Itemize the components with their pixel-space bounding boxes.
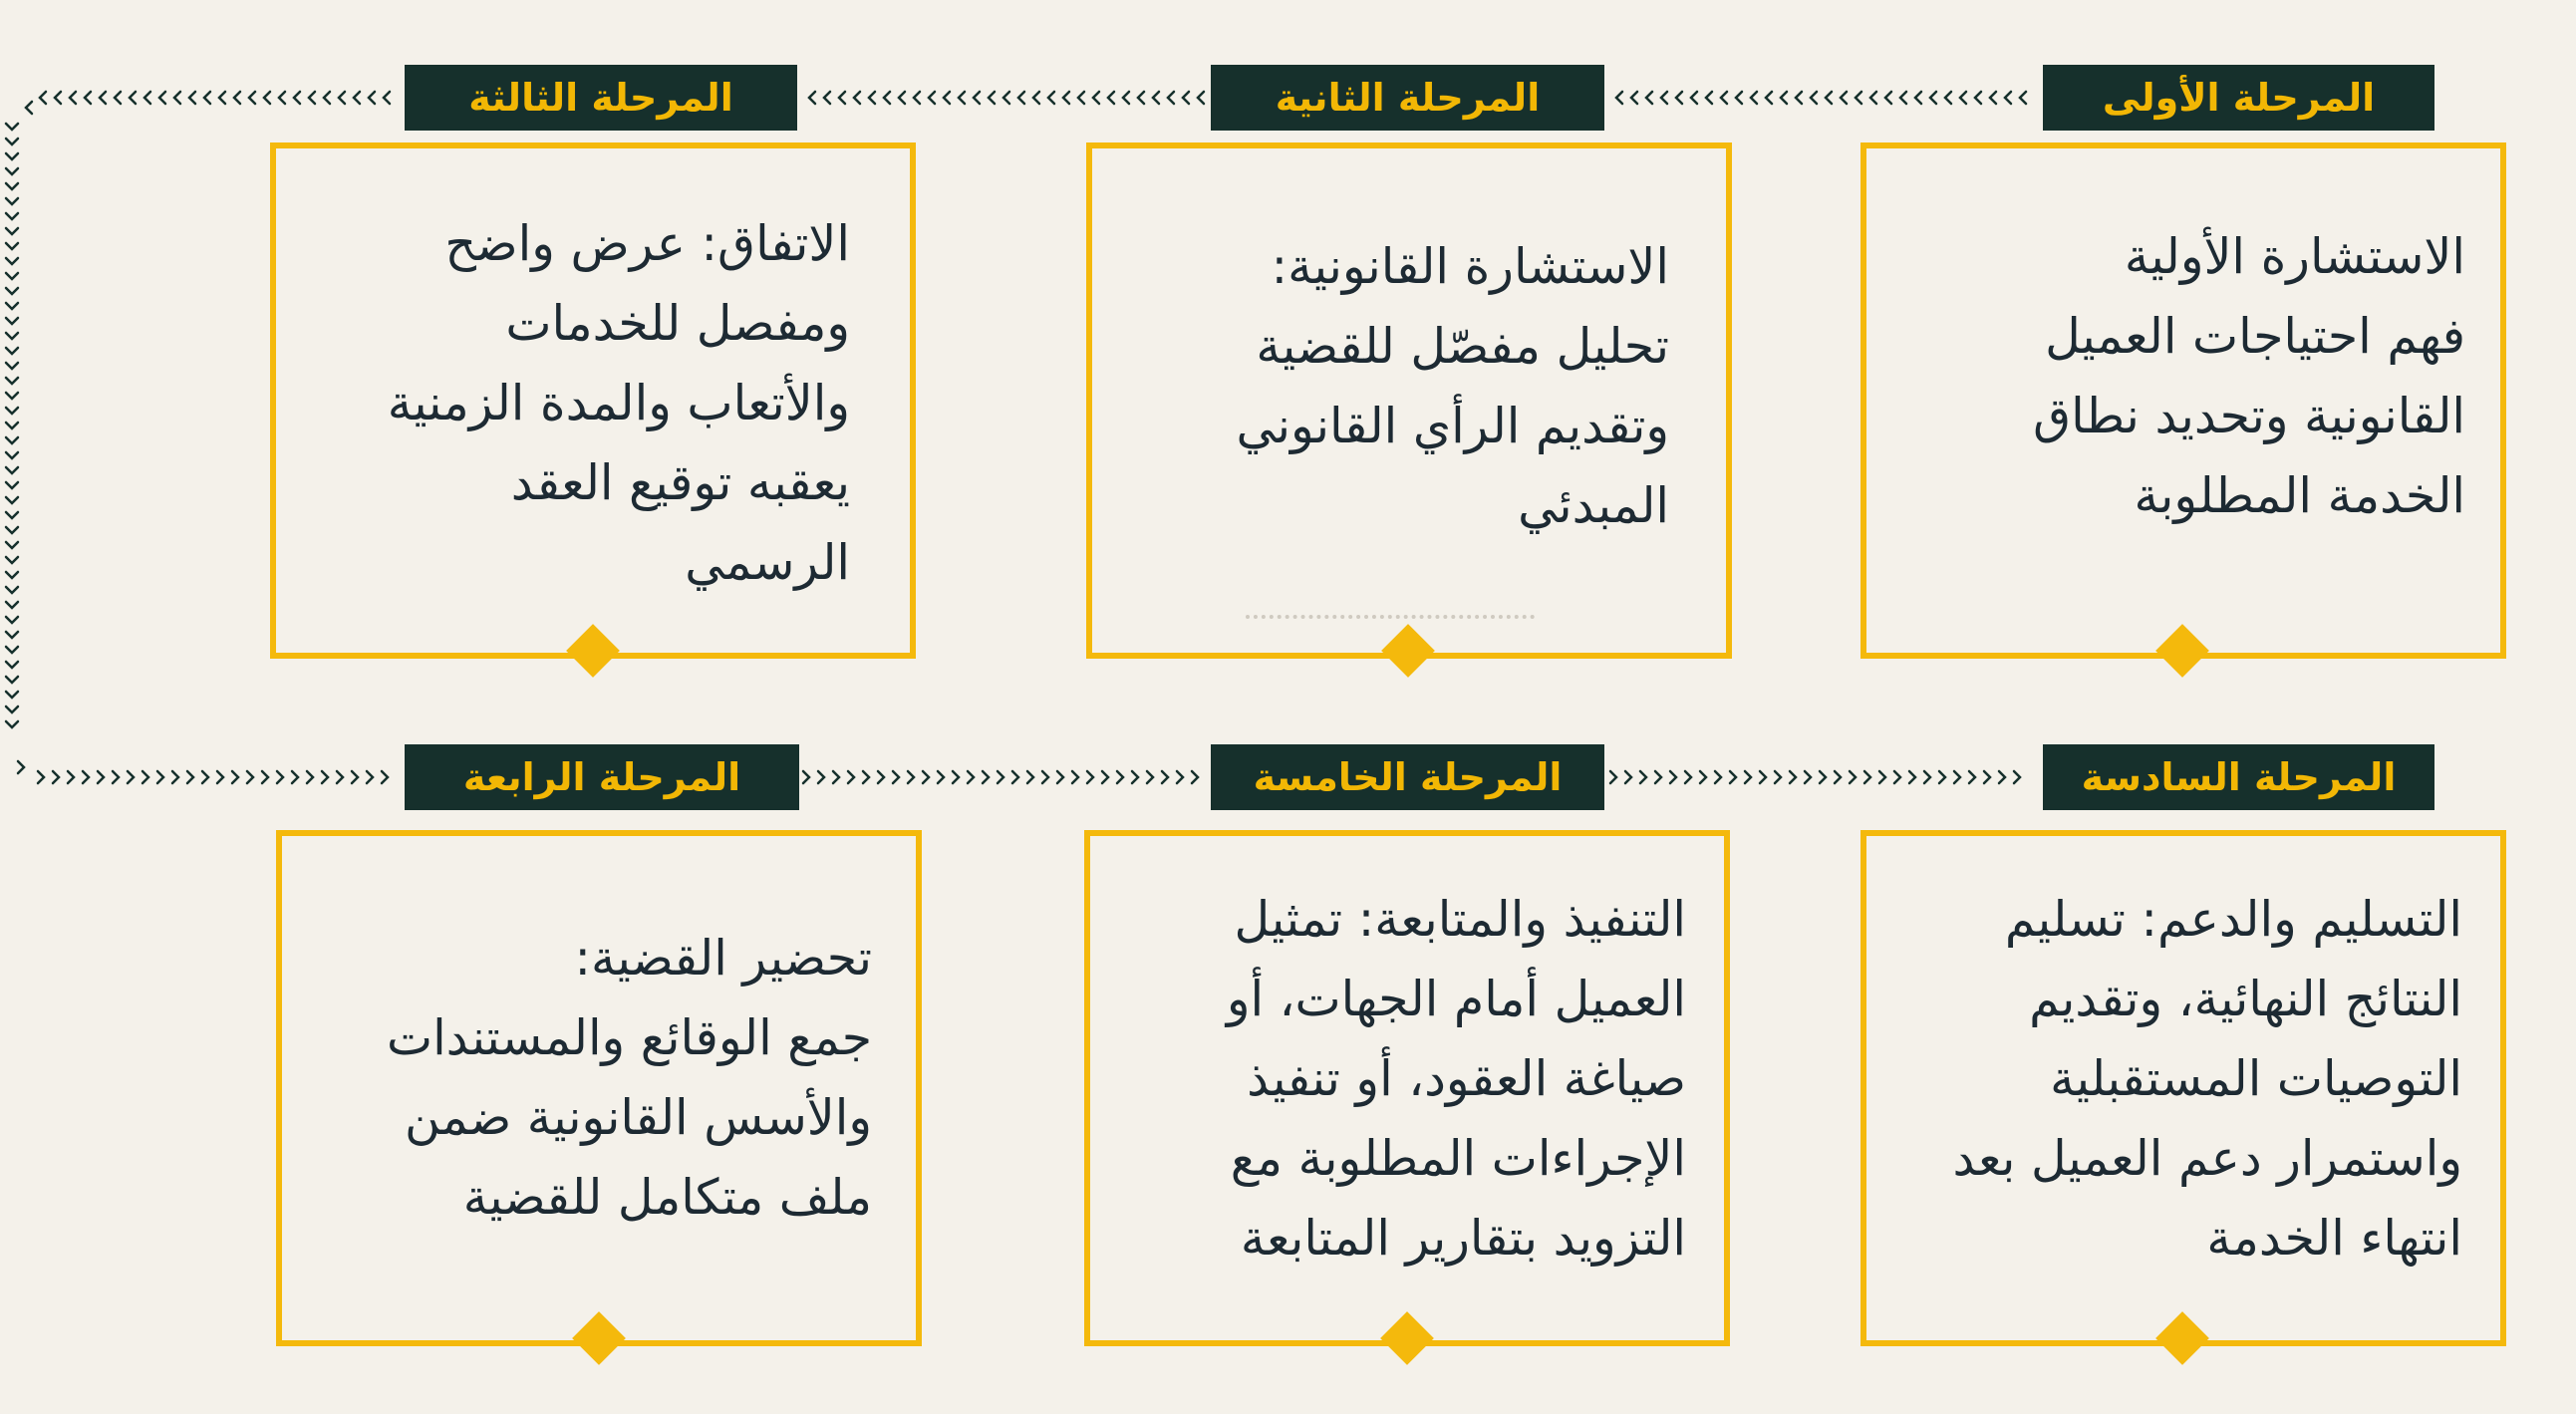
connector-chevron — [6, 183, 18, 189]
connector-chevron — [1945, 92, 1951, 104]
connector-chevron — [1042, 771, 1048, 783]
connector-chevron — [1790, 771, 1796, 783]
connector-chevron — [1930, 92, 1936, 104]
stage-4-text: تحضير القضية: جمع الوقائع والمستندات والأسس القانونية ضمن ملف متكامل للقضية — [386, 930, 872, 1226]
connector-chevron — [1018, 92, 1024, 104]
connector-chevron — [307, 771, 313, 783]
connector-chevron — [1894, 771, 1900, 783]
connector-chevron — [1939, 771, 1945, 783]
connector-chevron — [1057, 771, 1063, 783]
connector-chevron — [128, 771, 134, 783]
connector-chevron — [6, 721, 18, 727]
connector-chevron — [337, 771, 343, 783]
stage-1-text: الاستشارة الأولية فهم احتياجات العميل القانونية وتحديد نطاق الخدمة المطلوبة — [2033, 228, 2465, 524]
connector-chevron — [6, 707, 18, 712]
connector-chevron — [384, 92, 390, 104]
connector-chevron — [1640, 771, 1646, 783]
connector-chevron — [98, 771, 104, 783]
connector-chevron — [929, 92, 935, 104]
connector-chevron — [6, 617, 18, 623]
connector-chevron — [1736, 92, 1742, 104]
connector-chevron — [202, 771, 208, 783]
connector-chevron — [1003, 92, 1009, 104]
connector-chevron — [1631, 92, 1637, 104]
connector-chevron — [6, 258, 18, 264]
connector-chevron — [974, 92, 980, 104]
connector-chevron — [6, 677, 18, 683]
connector-chevron — [6, 318, 18, 324]
connector-chevron — [1954, 771, 1960, 783]
connector-chevron — [159, 92, 165, 104]
connector-chevron — [100, 92, 106, 104]
connector-chevron — [1655, 771, 1661, 783]
connector-chevron — [1796, 92, 1802, 104]
connector-chevron — [6, 662, 18, 668]
connector-chevron — [908, 771, 914, 783]
connector-chevron — [1745, 771, 1751, 783]
connector-chevron — [1691, 92, 1697, 104]
connector-chevron — [1685, 771, 1691, 783]
connector-chevron — [1730, 771, 1736, 783]
connector-chevron — [6, 572, 18, 578]
connector-chevron — [1033, 92, 1039, 104]
connector-chevron — [6, 542, 18, 548]
connector-chevron — [1975, 92, 1981, 104]
connector-chevron — [6, 467, 18, 473]
connector-chevron — [204, 92, 210, 104]
connector-chevron — [1177, 771, 1183, 783]
connector-chevron — [953, 771, 959, 783]
connector-chevron — [6, 437, 18, 443]
connector-chevron — [6, 587, 18, 593]
connector-chevron — [85, 92, 91, 104]
connector-chevron — [1183, 92, 1189, 104]
connector-chevron — [818, 771, 824, 783]
connector-chevron — [369, 92, 375, 104]
connector-chevron — [1850, 771, 1856, 783]
connector-chevron — [2020, 92, 2026, 104]
connector-chevron — [1924, 771, 1930, 783]
stage-5-label: المرحلة الخامسة — [1211, 744, 1604, 810]
connector-chevron — [6, 378, 18, 384]
connector-chevron — [157, 771, 163, 783]
connector-chevron — [6, 497, 18, 503]
connector-chevron — [40, 92, 46, 104]
connector-chevron — [1760, 771, 1766, 783]
connector-chevron — [83, 771, 89, 783]
connector-chevron — [1900, 92, 1906, 104]
connector-chevron — [1960, 92, 1966, 104]
connector-chevron — [1856, 92, 1861, 104]
connector-chevron — [262, 771, 268, 783]
connector-chevron — [803, 771, 809, 783]
connector-chevron — [968, 771, 974, 783]
connector-chevron — [938, 771, 944, 783]
connector-chevron — [1700, 771, 1706, 783]
connector-chevron — [6, 408, 18, 414]
connector-chevron — [914, 92, 920, 104]
stage-5-text: التنفيذ والمتابعة: تمثيل العميل أمام الجهات، أو صياغة العقود، أو تنفيذ الإجراءات المطلوبة مع التزويد بتقارير المتابعة — [1226, 891, 1686, 1267]
connector-chevron — [1781, 92, 1787, 104]
connector-chevron — [1984, 771, 1990, 783]
connector-chevron — [6, 303, 18, 309]
connector-chevron — [1909, 771, 1915, 783]
connector-chevron — [279, 92, 285, 104]
connector-chevron — [824, 92, 830, 104]
connector-chevron — [6, 647, 18, 653]
connector-chevron — [899, 92, 905, 104]
connector-chevron — [1766, 92, 1772, 104]
connector-chevron — [247, 771, 253, 783]
connector-chevron — [1990, 92, 1996, 104]
connector-chevron — [234, 92, 240, 104]
connector-chevron — [382, 771, 388, 783]
connector-chevron — [1715, 771, 1721, 783]
connector-chevron — [1072, 771, 1078, 783]
stage-6-label: المرحلة السادسة — [2043, 744, 2434, 810]
connector-chevron — [6, 632, 18, 638]
connector-chevron — [18, 761, 24, 773]
connector-chevron — [189, 92, 195, 104]
connector-chevron — [989, 92, 995, 104]
connector-chevron — [1969, 771, 1975, 783]
connector-chevron — [1885, 92, 1891, 104]
connector-chevron — [264, 92, 270, 104]
connector-chevron — [1826, 92, 1832, 104]
stage-4-label: المرحلة الرابعة — [405, 744, 799, 810]
connector-chevron — [309, 92, 315, 104]
connector-chevron — [1078, 92, 1084, 104]
connector-chevron — [324, 92, 330, 104]
connector-chevron — [367, 771, 373, 783]
connector-chevron — [249, 92, 255, 104]
connector-chevron — [854, 92, 860, 104]
connector-chevron — [6, 482, 18, 488]
connector-chevron — [833, 771, 839, 783]
connector-chevron — [1138, 92, 1144, 104]
connector-chevron — [38, 771, 44, 783]
connector-chevron — [6, 363, 18, 369]
stage-3-label: المرحلة الثالثة — [405, 65, 797, 131]
stage-2-text: الاستشارة القانونية: تحليل مفصّل للقضية وتقديم الرأي القانوني المبدئي — [1236, 238, 1669, 534]
stage-3-text: الاتفاق: عرض واضح ومفصل للخدمات والأتعاب والمدة الزمنية يعقبه توقيع العقد الرسمي — [387, 215, 850, 591]
connector-chevron — [70, 92, 76, 104]
connector-chevron — [1999, 771, 2005, 783]
connector-chevron — [174, 92, 180, 104]
connector-chevron — [172, 771, 178, 783]
connector-chevron — [292, 771, 298, 783]
stage-2-faint-line — [1246, 615, 1535, 623]
connector-chevron — [26, 102, 32, 114]
connector-chevron — [869, 92, 875, 104]
connector-chevron — [1676, 92, 1682, 104]
connector-chevron — [1670, 771, 1676, 783]
connector-chevron — [1102, 771, 1108, 783]
connector-chevron — [1147, 771, 1153, 783]
connector-chevron — [1027, 771, 1033, 783]
connector-chevron — [6, 213, 18, 219]
connector-chevron — [878, 771, 884, 783]
connector-chevron — [1820, 771, 1826, 783]
connector-chevron — [1879, 771, 1885, 783]
connector-chevron — [1751, 92, 1757, 104]
connector-chevron — [1048, 92, 1054, 104]
connector-chevron — [863, 771, 869, 783]
connector-chevron — [1625, 771, 1631, 783]
connector-chevron — [1915, 92, 1921, 104]
connector-chevron — [1775, 771, 1781, 783]
connector-chevron — [1153, 92, 1159, 104]
connector-chevron — [6, 348, 18, 354]
connector-chevron — [6, 393, 18, 399]
connector-chevron — [219, 92, 225, 104]
connector-chevron — [1117, 771, 1123, 783]
connector-chevron — [6, 243, 18, 249]
connector-chevron — [944, 92, 950, 104]
connector-chevron — [1646, 92, 1652, 104]
connector-chevron — [1093, 92, 1099, 104]
stage-1-label: المرحلة الأولى — [2043, 65, 2434, 131]
connector-chevron — [1864, 771, 1870, 783]
connector-chevron — [6, 288, 18, 294]
connector-chevron — [294, 92, 300, 104]
connector-chevron — [113, 771, 119, 783]
connector-chevron — [187, 771, 193, 783]
connector-chevron — [1721, 92, 1727, 104]
connector-chevron — [1835, 771, 1841, 783]
connector-chevron — [6, 423, 18, 428]
connector-chevron — [1123, 92, 1129, 104]
connector-chevron — [1168, 92, 1174, 104]
connector-chevron — [1706, 92, 1712, 104]
connector-chevron — [893, 771, 899, 783]
connector-chevron — [923, 771, 929, 783]
connector-chevron — [6, 139, 18, 144]
connector-chevron — [1162, 771, 1168, 783]
connector-chevron — [959, 92, 965, 104]
connector-chevron — [1108, 92, 1114, 104]
connector-chevron — [115, 92, 121, 104]
connector-chevron — [6, 692, 18, 698]
connector-chevron — [6, 557, 18, 563]
connector-chevron — [6, 512, 18, 518]
connector-chevron — [2005, 92, 2011, 104]
connector-chevron — [1132, 771, 1138, 783]
connector-chevron — [1661, 92, 1667, 104]
connector-chevron — [6, 333, 18, 339]
connector-chevron — [6, 602, 18, 608]
connector-chevron — [6, 452, 18, 458]
connector-chevron — [68, 771, 74, 783]
connector-chevron — [217, 771, 223, 783]
connector-chevron — [1811, 92, 1817, 104]
connector-chevron — [884, 92, 890, 104]
connector-chevron — [322, 771, 328, 783]
connector-chevron — [983, 771, 989, 783]
connector-chevron — [1610, 771, 1616, 783]
connector-chevron — [143, 771, 148, 783]
connector-chevron — [6, 168, 18, 174]
stage-6-text: التسليم والدعم: تسليم النتائج النهائية، وتقديم التوصيات المستقبلية واستمرار دعم العميل بعد انتهاء الخدمة — [1952, 891, 2462, 1267]
connector-chevron — [1063, 92, 1069, 104]
stage-2-label: المرحلة الثانية — [1211, 65, 1604, 131]
connector-chevron — [2014, 771, 2020, 783]
connector-chevron — [144, 92, 150, 104]
connector-chevron — [1805, 771, 1811, 783]
connector-chevron — [354, 92, 360, 104]
connector-chevron — [1198, 92, 1204, 104]
connector-chevron — [53, 771, 59, 783]
connector-chevron — [277, 771, 283, 783]
connector-chevron — [809, 92, 815, 104]
connector-chevron — [998, 771, 1003, 783]
connector-chevron — [6, 124, 18, 130]
connector-chevron — [6, 527, 18, 533]
connector-chevron — [6, 198, 18, 204]
connector-chevron — [1012, 771, 1018, 783]
connector-chevron — [6, 153, 18, 159]
connector-chevron — [232, 771, 238, 783]
connector-chevron — [6, 228, 18, 234]
connector-chevron — [1087, 771, 1093, 783]
connector-chevron — [130, 92, 136, 104]
connector-chevron — [1841, 92, 1847, 104]
connector-chevron — [1192, 771, 1198, 783]
connector-chevron — [839, 92, 845, 104]
connector-chevron — [1616, 92, 1622, 104]
connector-chevron — [1870, 92, 1876, 104]
connector-chevron — [6, 273, 18, 279]
connector-chevron — [848, 771, 854, 783]
connector-chevron — [339, 92, 345, 104]
connector-chevron — [352, 771, 358, 783]
connector-chevron — [55, 92, 61, 104]
